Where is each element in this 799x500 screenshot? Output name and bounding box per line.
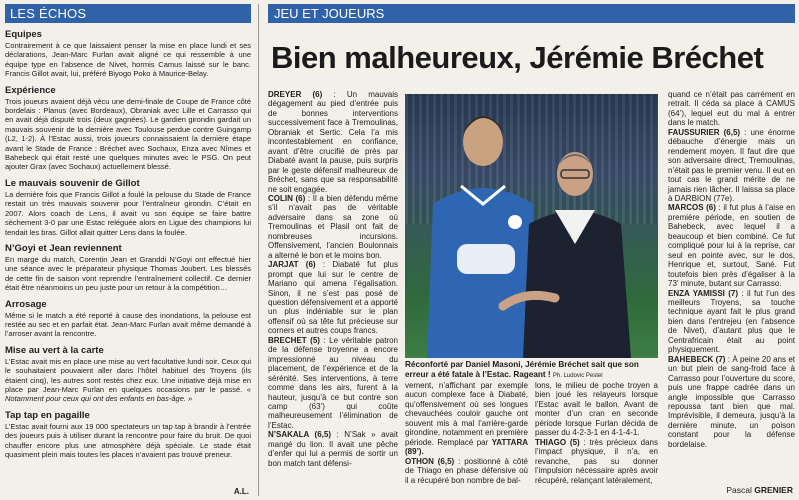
les-echos-column: [5, 4, 251, 498]
jeu-et-joueurs-article: [268, 4, 795, 498]
photo-block: [405, 94, 658, 379]
section-body: Même si le match a été reporté à cause des inondations, la pelouse est restée au sec et en parfait état. Jean-Marc Furlan avait même demandé à l’arroser avant la rencontre.: [5, 310, 251, 339]
section-gillot: [5, 178, 251, 237]
player-rating: lons, le milieu de poche troyen a bien joué les relayeurs lorsque l’Estac avait le ballon. Avant de monter d’un cran en seconde période lorsque Furlan décida de passer du 4-2-3-1 en 4-1-4-1.: [535, 381, 658, 438]
player-rating: BRECHET (5) : Le véritable patron de la défense troyenne a encore impressionné au niveau du placement, de l’expérience et de la sérénité. Ses interventions, à terre comme dans les airs, furent à la hauteur, jusqu’à ce but contre son camp (63’) qui coûte malheureusement l’élimination de l’Estac.: [268, 335, 398, 430]
section-title: Le mauvais souvenir de Gillot: [5, 177, 140, 189]
match-photo: [405, 94, 658, 358]
section-body: Contrairement à ce que laissaient penser la mise en place lundi et ses déclarations, Jean-Marc Furlan avait aligné ce qui ressemble à une équipe type en l’absence de Nivet, hormis Camus laissé sur le banc. Francis Gillot avait, lui, préféré Biyogo Poko à Maurice-Belay.: [5, 41, 251, 79]
player-rating: DREYER (6) : Un mauvais dégagement au pied d’entrée puis de bonnes interventions successivement face à Tremoulinas, Obraniak et Sertic. Cela l’a mis incontestablement en confiance, avant d’être crucifié de près par Diabaté avant la pause, puis surpris par le geste défensif malheureux de Bréchet, sans que sa responsabilité ne soit engagée.: [268, 90, 398, 194]
section-quote: « Notamment pour ceux qui ont des enfants en bas-âge. »: [5, 384, 251, 404]
section-ngoyi-jean: [5, 243, 251, 293]
section-title: N’Goyi et Jean reviennent: [5, 242, 122, 254]
player-rating: quand ce n’était pas carrément en retrait. Il céda sa place à CAMUS (64’), lequel eut du mal à entrer dans le match.: [668, 90, 795, 128]
column-divider: [258, 4, 259, 496]
player-rating: MARCOS (6) : il fut plus à l’aise en première période, en soutien de Bahebeck, avec lequel il a beaucoup et bien combiné. Ce fut compliqué pour lui à la reprise, car seul en pointe avec, sur le dos, Henrique et, surtout, Sané. Fut toutefois bien près d’égaliser à la 73’ minute, butant sur Carrasso.: [668, 203, 796, 289]
section-body: L’Estac avait fourni aux 19 000 spectateurs un tap tap à brandir à l’entrée des joueurs puis à utiliser durant la rencontre pour faire du bruit. De quoi chauffer encore plus une atmosphère déjà spéciale. Le stade était quasiment plein mais toutes les places n’avaient pas trouvé preneur.: [5, 421, 251, 459]
section-body: En marge du match, Corentin Jean et Granddi N’Goyi ont effectué hier une séance avec le préparateur physique Thomas Joubert. Les blessés de cette fin de saison vont reprendre l’entraînement collectif. Ce dernier était être néanmoins un peu juste pour un retour à la compétition…: [5, 254, 251, 293]
player-rating: vement, n’affichant par exemple aucun complexe face à Diabaté, qu’offensivement où ses longues chevauchées couloir gauche ont souvent mis à mal l’arrière-garde girondine, notamment en première période. Remplacé par YATTARA (89’).: [405, 381, 528, 457]
player-rating: THIAGO (5) : très précieux dans l’impact physique, il n’a, en revanche, pas su donner l’impulsion nécessaire après avoir récupéré, relançant latéralement,: [535, 437, 658, 485]
player-rating: FAUSSURIER (6,5) : une énorme débauche d’énergie mais un rendement moyen. Il faut dire que son adversaire direct, Tremoulinas, n’était pas le premier venu. Il eut en tout cas le grand mérite de ne jamais rien lâcher. Il laissa sa place à DARBION (77e).: [668, 127, 795, 203]
photo-credit: Ph. Ludovic Pestel: [552, 373, 603, 379]
player-rating: OTHON (6,5) : positionné à côté de Thiago en phase défensive où il a récupéré bon nombre de bal-: [405, 456, 528, 485]
player-rating: ENZA YAMISSI (7) : il fut l’un des meilleurs Troyens, sa touche technique ayant fait le plus grand bien dans l’entrejeu (en l’absence de Nivet), d’autant plus que le Centrafricain était au point physiquement.: [668, 288, 795, 355]
section-body: L’Estac avait mis en place une mise au vert facultative lundi soir. Ceux qui le souhaitaient pouvaient aller dans l’hôtel habituel des Troyens (ils étaient cinq), les autres sont restés chez eux. Une initiative déjà mise en place par Jean-Marc Furlan en quelques occasions par le passé. « Notamment pour ceux qui ont des enfants en bas-âge. »: [5, 356, 251, 404]
section-title: Tap tap en pagaille: [5, 409, 90, 421]
section-equipes: [5, 29, 251, 79]
ratings-column-1: [268, 90, 398, 468]
section-title: Arrosage: [5, 298, 47, 310]
section-title: Expérience: [5, 84, 56, 96]
player-rating: N’SAKALA (6,5) : N’Sak » avait mangé du lion. Il avait une pêche d’enfer qui lui a permis de sortir un bon match tant défensi-: [268, 430, 398, 468]
section-title: Mise au vert à la carte: [5, 344, 104, 356]
section-body: Trois joueurs avaient déjà vécu une demi-finale de Coupe de France côté bordelais : Planus (avec Bordeaux), Obraniak avec Lille et Carrasso qui en avait déjà disputé trois (deux gagnées). Le gardien girondin gardait un mauvais souvenir de la dernière avec Toulouse perdue contre Guingamp (L2, 1-2). À l’Estac aussi, trois joueurs connaissaient la dernière étape avant le Stade de France : Bréchet avec Sochaux, Enza avec Nîmes et Bahebeck qui était resté une quelques minutes avec le PSG. On peut ajouter Grax (avec Sochaux) actuellement blessé.: [5, 96, 251, 172]
section-tap-tap: [5, 410, 251, 460]
section-experience: [5, 85, 251, 172]
author-signature: A.L.: [233, 487, 249, 496]
les-echos-header: LES ÉCHOS: [5, 4, 251, 23]
author-signature: Pascal GRENIER: [726, 485, 793, 495]
player-rating: JARJAT (6) : Diabaté fut plus prompt que lui sur le centre de Mariano qui amena l’égalisation. Sinon, il ne s’est pas posé de question défensivement et a apporté un plus indéniable sur le plan offensif où sa tête fut précieuse sur corners et autres coups francs.: [268, 260, 398, 336]
player-rating: COLIN (6) : Il a bien défendu même s’il n’avait pas de véritable adversaire dans sa zone où Tremoulinas et Plasil ont fait de nombreuses incursions. Offensivement, l’ancien Boulonnais a alterné le bon et le moins bon.: [268, 193, 398, 260]
article-headline: Bien malheureux, Jérémie Bréchet: [271, 40, 764, 75]
ratings-column-3: [535, 381, 658, 485]
section-arrosage: [5, 299, 251, 339]
ratings-column-2: [405, 381, 528, 485]
photo-caption: Réconforté par Daniel Masoni, Jérémie Bréchet sait que son erreur a été fatale à l’Estac. Rageant ! Ph. Ludovic Pestel: [405, 360, 639, 379]
section-mise-au-vert: [5, 345, 251, 404]
jeu-et-joueurs-header: JEU ET JOUEURS: [268, 4, 795, 23]
section-body: La dernière fois que Francis Gillot a foulé la pelouse du Stade de France restait un très mauvais souvenir pour l’entraîneur girondin. C’était en 2007. Alors coach de Lens, il avait vu son équipe se faire battre sèchement 3-0 par une Estac reléguée alors en Ligue des champions lui tendait les bras. Gillot allait quitter Lens dans la foulée.: [5, 189, 251, 237]
player-rating: BAHEBECK (7) : À peine 20 ans et un but plein de sang-froid face à Carrasso pour l’ouverture du score, puis une frappe cadrée dans un angle impossible que Carrasso repoussa tant bien que mal. Imprévisible, il demeura, jusqu’à la dernière minute, un poison constant pour la défense bordelaise.: [668, 354, 796, 449]
ratings-column-4: [668, 90, 795, 449]
section-title: Equipes: [5, 29, 42, 40]
players-illustration: [405, 94, 658, 358]
